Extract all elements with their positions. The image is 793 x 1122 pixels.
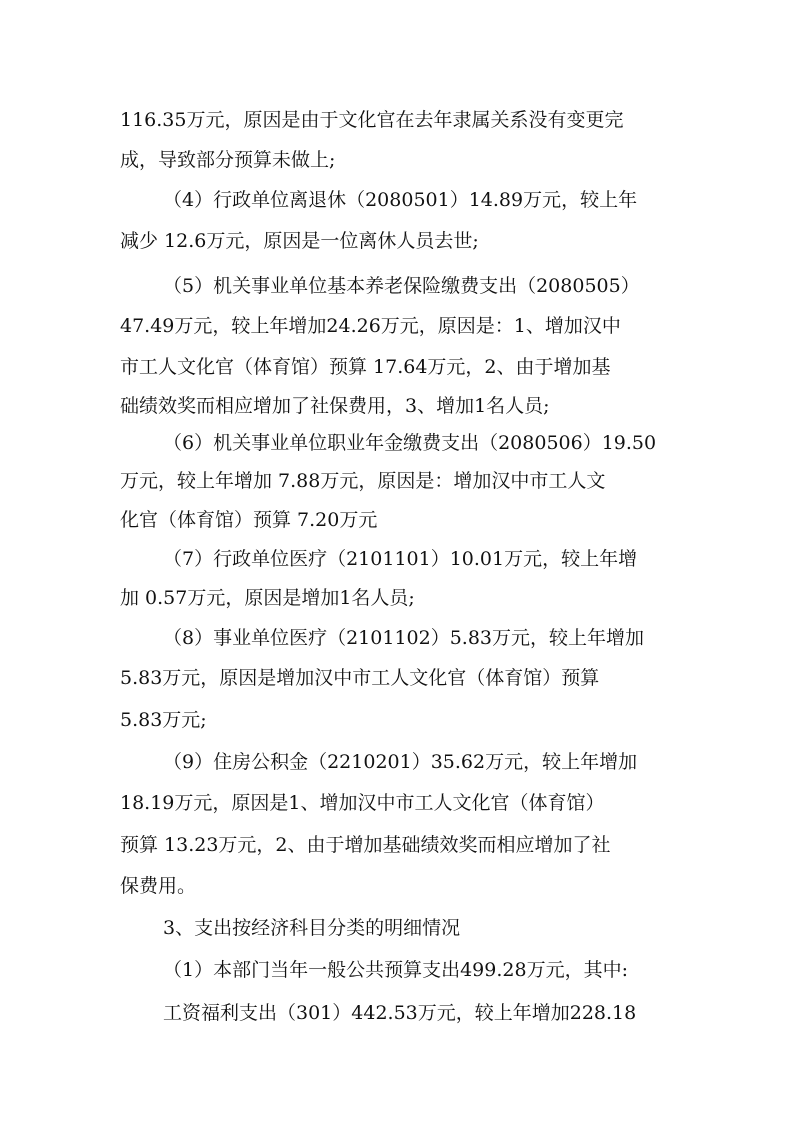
text-line: 5.83万元;: [120, 709, 207, 731]
text-line: 保费用。: [120, 875, 197, 897]
text-line: （6）机关事业单位职业年金缴费支出（2080506）19.50: [163, 432, 657, 454]
text-line: 18.19万元，原因是1、增加汉中市工人文化官（体育馆）: [120, 792, 605, 814]
text-line: 减少 12.6万元，原因是一位离休人员去世;: [120, 230, 479, 252]
text-line: 工资福利支出（301）442.53万元，较上年增加228.18: [163, 1002, 637, 1024]
text-line: 47.49万元，较上年增加24.26万元，原因是：1、增加汉中: [120, 315, 621, 337]
text-line: 加 0.57万元，原因是增加1名人员;: [120, 587, 415, 609]
text-line: 化官（体育馆）预算 7.20万元: [120, 509, 378, 531]
text-line: （1）本部门当年一般公共预算支出499.28万元，其中:: [163, 959, 628, 981]
text-line: 预算 13.23万元，2、由于增加基础绩效奖而相应增加了社: [120, 834, 611, 856]
text-line: 市工人文化官（体育馆）预算 17.64万元，2、由于增加基: [120, 356, 611, 378]
text-line: （5）机关事业单位基本养老保险缴费支出（2080505）: [163, 275, 640, 297]
text-line: 础绩效奖而相应增加了社保费用，3、增加1名人员;: [120, 395, 550, 417]
text-line: 万元，较上年增加 7.88万元，原因是：增加汉中市工人文: [120, 470, 606, 492]
text-line: 成，导致部分预算未做上;: [120, 149, 336, 171]
text-line: （9）住房公积金（2210201）35.62万元，较上年增加: [163, 751, 638, 773]
section-heading: 3、支出按经济科目分类的明细情况: [163, 917, 461, 939]
text-line: 5.83万元，原因是增加汉中市工人文化官（体育馆）预算: [120, 667, 600, 689]
text-line: （4）行政单位离退休（2080501）14.89万元，较上年: [163, 189, 638, 211]
text-line: （8）事业单位医疗（2101102）5.83万元，较上年增加: [163, 627, 645, 649]
text-line: 116.35万元，原因是由于文化官在去年隶属关系没有变更完: [120, 109, 624, 131]
text-line: （7）行政单位医疗（2101101）10.01万元，较上年增: [163, 548, 638, 570]
